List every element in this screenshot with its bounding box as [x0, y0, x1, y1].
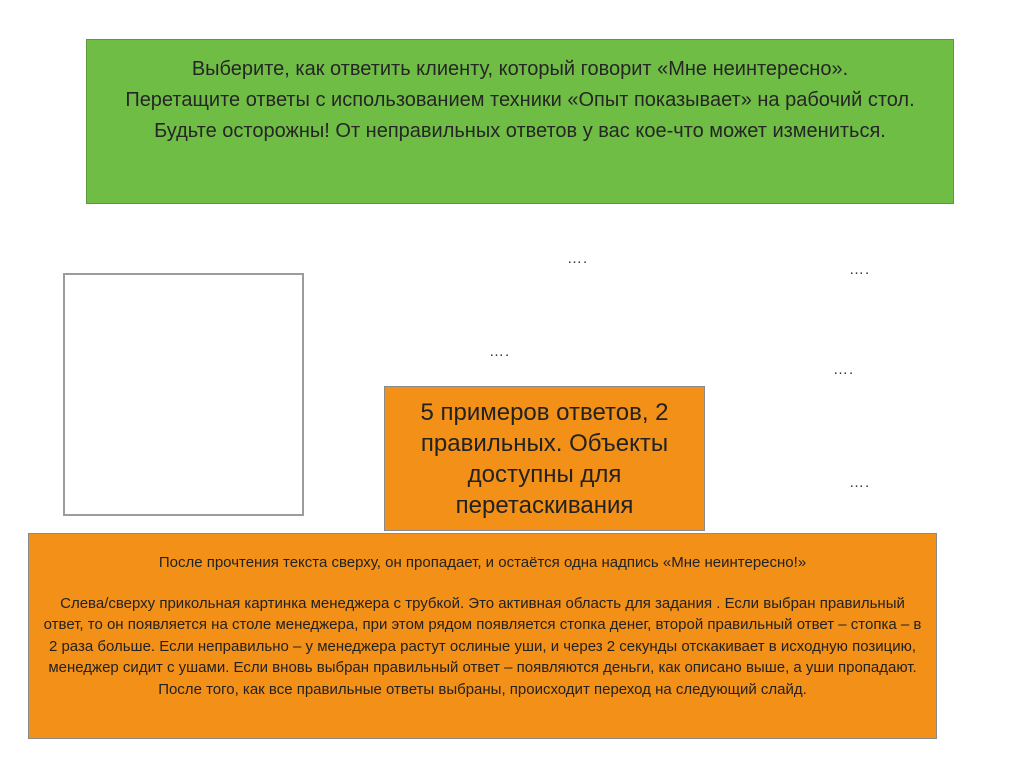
answer-option-2[interactable]: …. — [849, 261, 871, 278]
examples-note: 5 примеров ответов, 2 правильных. Объекты доступны для перетаскивания — [384, 386, 705, 531]
answer-option-3[interactable]: …. — [489, 343, 511, 360]
details-note-line-2: Слева/сверху прикольная картинка менеджера с трубкой. Это активная область для задания . Если выбран правильный ответ, то он появляется на столе менеджера, при этом рядом появляется стопка денег, второй правильный ответ – стопка – в 2 раза больше. Если неправильно – у менеджера растут ослиные уши, и через 2 секунды отскакивает в исходную позицию, менеджер сидит с ушами. Если вновь выбран правильный ответ – появляются деньги, как описано выше, а уши пропадают. После того, как все правильные ответы выбраны, происходит переход на следующий слайд. — [43, 594, 922, 698]
details-note — [28, 533, 937, 739]
instruction-line-2: Перетащите ответы с использованием техники «Опыт показывает» на рабочий стол. — [125, 89, 915, 111]
manager-drop-area[interactable] — [63, 273, 304, 516]
answer-option-5[interactable]: …. — [849, 474, 871, 491]
details-note-line-1: После прочтения текста сверху, он пропадает, и остаётся одна надпись «Мне неинтересно!» — [158, 554, 807, 571]
answer-option-1[interactable]: …. — [567, 250, 589, 267]
details-note-spacer — [39, 574, 926, 593]
answer-option-4[interactable]: …. — [833, 361, 855, 378]
instruction-line-1: Выберите, как ответить клиенту, который говорит «Мне неинтересно». — [191, 58, 849, 80]
instruction-line-3: Будьте осторожны! От неправильных ответов у вас кое-что может измениться. — [154, 120, 886, 142]
instruction-panel — [86, 39, 954, 204]
